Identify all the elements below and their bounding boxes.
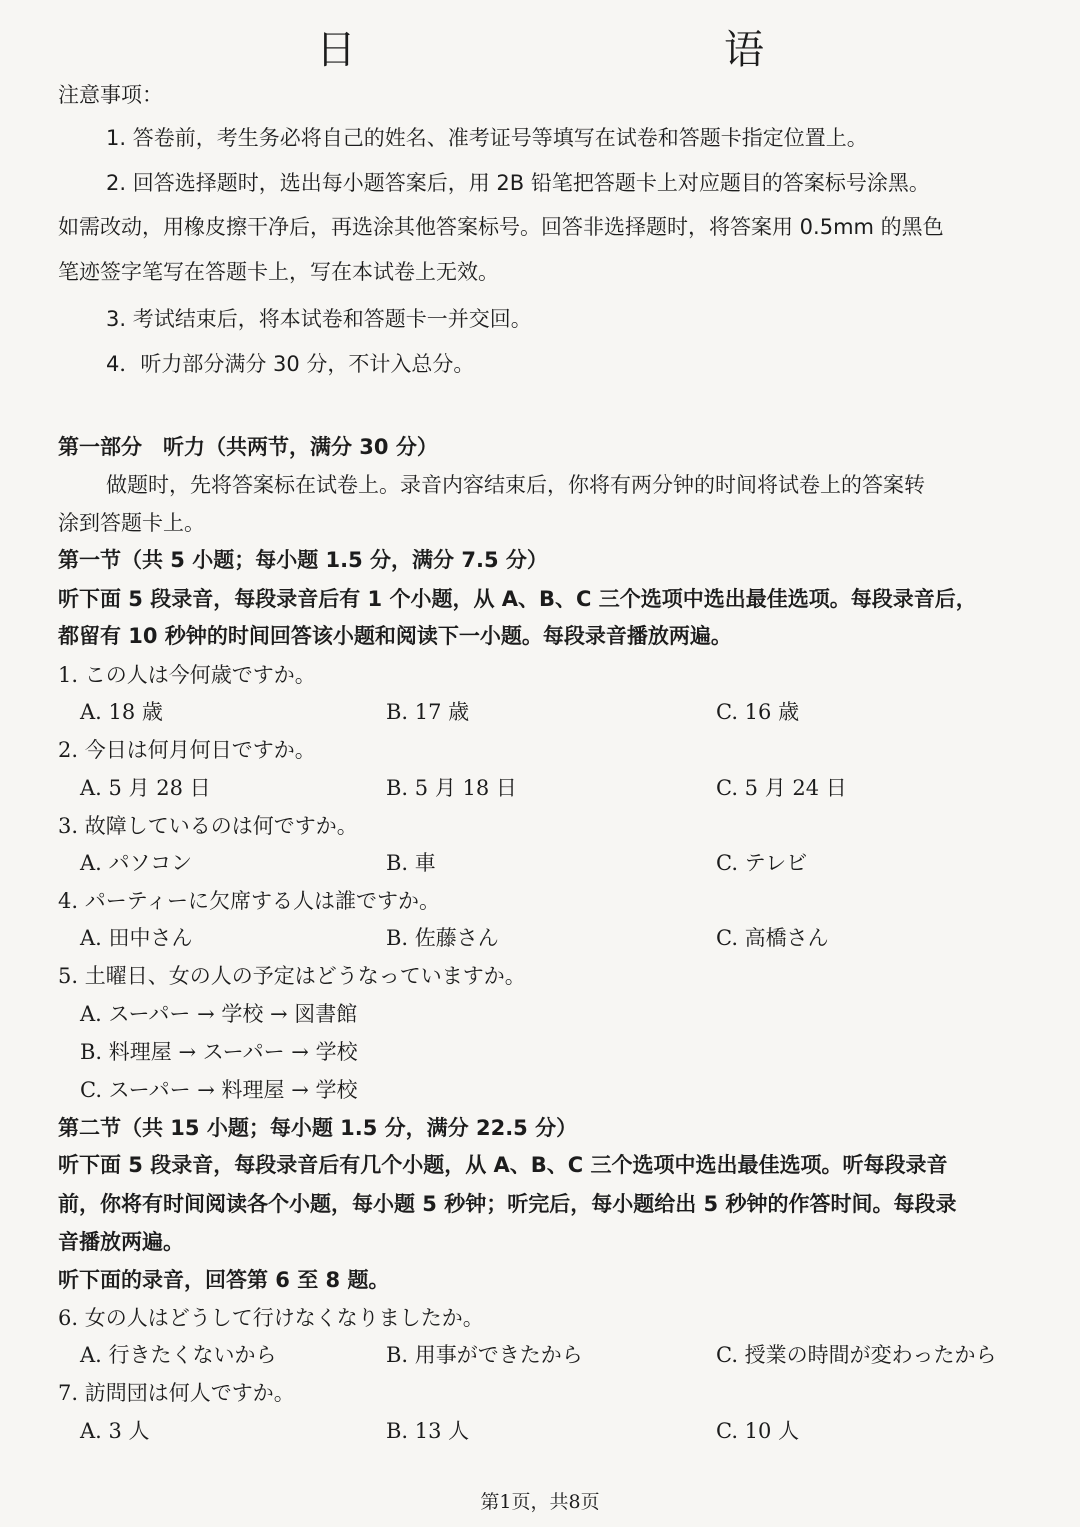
section2-instruction-line-2: 前，你将有时间阅读各个小题，每小题 5 秒钟；听完后，每小题给出 5 秒钟的作答时间。每段录 bbox=[58, 1192, 957, 1216]
question-4-option-a: A. 田中さん bbox=[80, 926, 193, 950]
question-7: 7. 訪問団は何人ですか。 bbox=[58, 1381, 295, 1405]
page-title: 日 语 bbox=[316, 27, 860, 73]
section1-instruction-line-1: 听下面 5 段录音，每段录音后有 1 个小题，从 A、B、C 三个选项中选出最佳选项。每段录音后， bbox=[58, 587, 977, 611]
section2-instruction-line-3: 音播放两遍。 bbox=[58, 1230, 184, 1254]
part1-intro-line-2: 涂到答题卡上。 bbox=[58, 511, 205, 535]
question-3-option-a: A. パソコン bbox=[80, 851, 193, 875]
question-3-option-b: B. 車 bbox=[386, 851, 436, 875]
question-3: 3. 故障しているのは何ですか。 bbox=[58, 814, 358, 838]
section1-instruction-line-2: 都留有 10 秒钟的时间回答该小题和阅读下一小题。每段录音播放两遍。 bbox=[58, 624, 732, 648]
part1-intro-line-1: 做题时，先将答案标在试卷上。录音内容结束后，你将有两分钟的时间将试卷上的答案转 bbox=[106, 473, 925, 497]
question-4-option-c: C. 高橋さん bbox=[716, 926, 829, 950]
group-instruction: 听下面的录音，回答第 6 至 8 题。 bbox=[58, 1268, 390, 1292]
notice-item-2-line-1: 2. 回答选择题时，选出每小题答案后，用 2B 铅笔把答题卡上对应题目的答案标号涂黑。 bbox=[106, 171, 930, 195]
question-1-option-c: C. 16 歳 bbox=[716, 700, 800, 724]
question-3-option-c: C. テレビ bbox=[716, 851, 808, 875]
question-6: 6. 女の人はどうして行けなくなりましたか。 bbox=[58, 1306, 484, 1330]
question-5-option-b: B. 料理屋 → スーパー → 学校 bbox=[80, 1040, 358, 1064]
question-7-option-a: A. 3 人 bbox=[80, 1419, 150, 1443]
question-5: 5. 土曜日、女の人の予定はどうなっていますか。 bbox=[58, 964, 526, 988]
section2-heading: 第二节（共 15 小题；每小题 1.5 分，满分 22.5 分） bbox=[58, 1116, 578, 1140]
question-2-option-a: A. 5 月 28 日 bbox=[80, 776, 211, 800]
question-7-option-c: C. 10 人 bbox=[716, 1419, 800, 1443]
part1-heading: 第一部分 听力（共两节，满分 30 分） bbox=[58, 435, 438, 459]
question-5-option-c: C. スーパー → 料理屋 → 学校 bbox=[80, 1078, 358, 1102]
question-1-option-b: B. 17 歳 bbox=[386, 700, 470, 724]
question-1: 1. この人は今何歳ですか。 bbox=[58, 663, 316, 687]
question-7-option-b: B. 13 人 bbox=[386, 1419, 470, 1443]
page-number: 第1页，共8页 bbox=[480, 1491, 600, 1513]
notice-item-3: 3. 考试结束后，将本试卷和答题卡一并交回。 bbox=[106, 307, 532, 331]
section2-instruction-line-1: 听下面 5 段录音，每段录音后有几个小题，从 A、B、C 三个选项中选出最佳选项。听每段录音 bbox=[58, 1153, 948, 1177]
notice-item-2-line-3: 笔迹签字笔写在答题卡上，写在本试卷上无效。 bbox=[58, 260, 499, 284]
section1-heading: 第一节（共 5 小题；每小题 1.5 分，满分 7.5 分） bbox=[58, 548, 548, 572]
notice-heading: 注意事项： bbox=[58, 83, 163, 107]
question-6-option-c: C. 授業の時間が変わったから bbox=[716, 1343, 997, 1367]
notice-item-1: 1. 答卷前，考生务必将自己的姓名、准考证号等填写在试卷和答题卡指定位置上。 bbox=[106, 126, 868, 150]
question-2-option-b: B. 5 月 18 日 bbox=[386, 776, 517, 800]
question-4: 4. パーティーに欠席する人は誰ですか。 bbox=[58, 889, 441, 913]
question-2-option-c: C. 5 月 24 日 bbox=[716, 776, 847, 800]
question-6-option-a: A. 行きたくないから bbox=[80, 1343, 277, 1367]
notice-item-4: 4．听力部分满分 30 分，不计入总分。 bbox=[106, 352, 475, 376]
question-2: 2. 今日は何月何日ですか。 bbox=[58, 738, 316, 762]
question-5-option-a: A. スーパー → 学校 → 図書館 bbox=[80, 1002, 358, 1026]
notice-item-2-line-2: 如需改动，用橡皮擦干净后，再选涂其他答案标号。回答非选择题时，将答案用 0.5mm 的黑色 bbox=[58, 215, 944, 239]
question-4-option-b: B. 佐藤さん bbox=[386, 926, 499, 950]
question-6-option-b: B. 用事ができたから bbox=[386, 1343, 583, 1367]
question-1-option-a: A. 18 歳 bbox=[80, 700, 163, 724]
